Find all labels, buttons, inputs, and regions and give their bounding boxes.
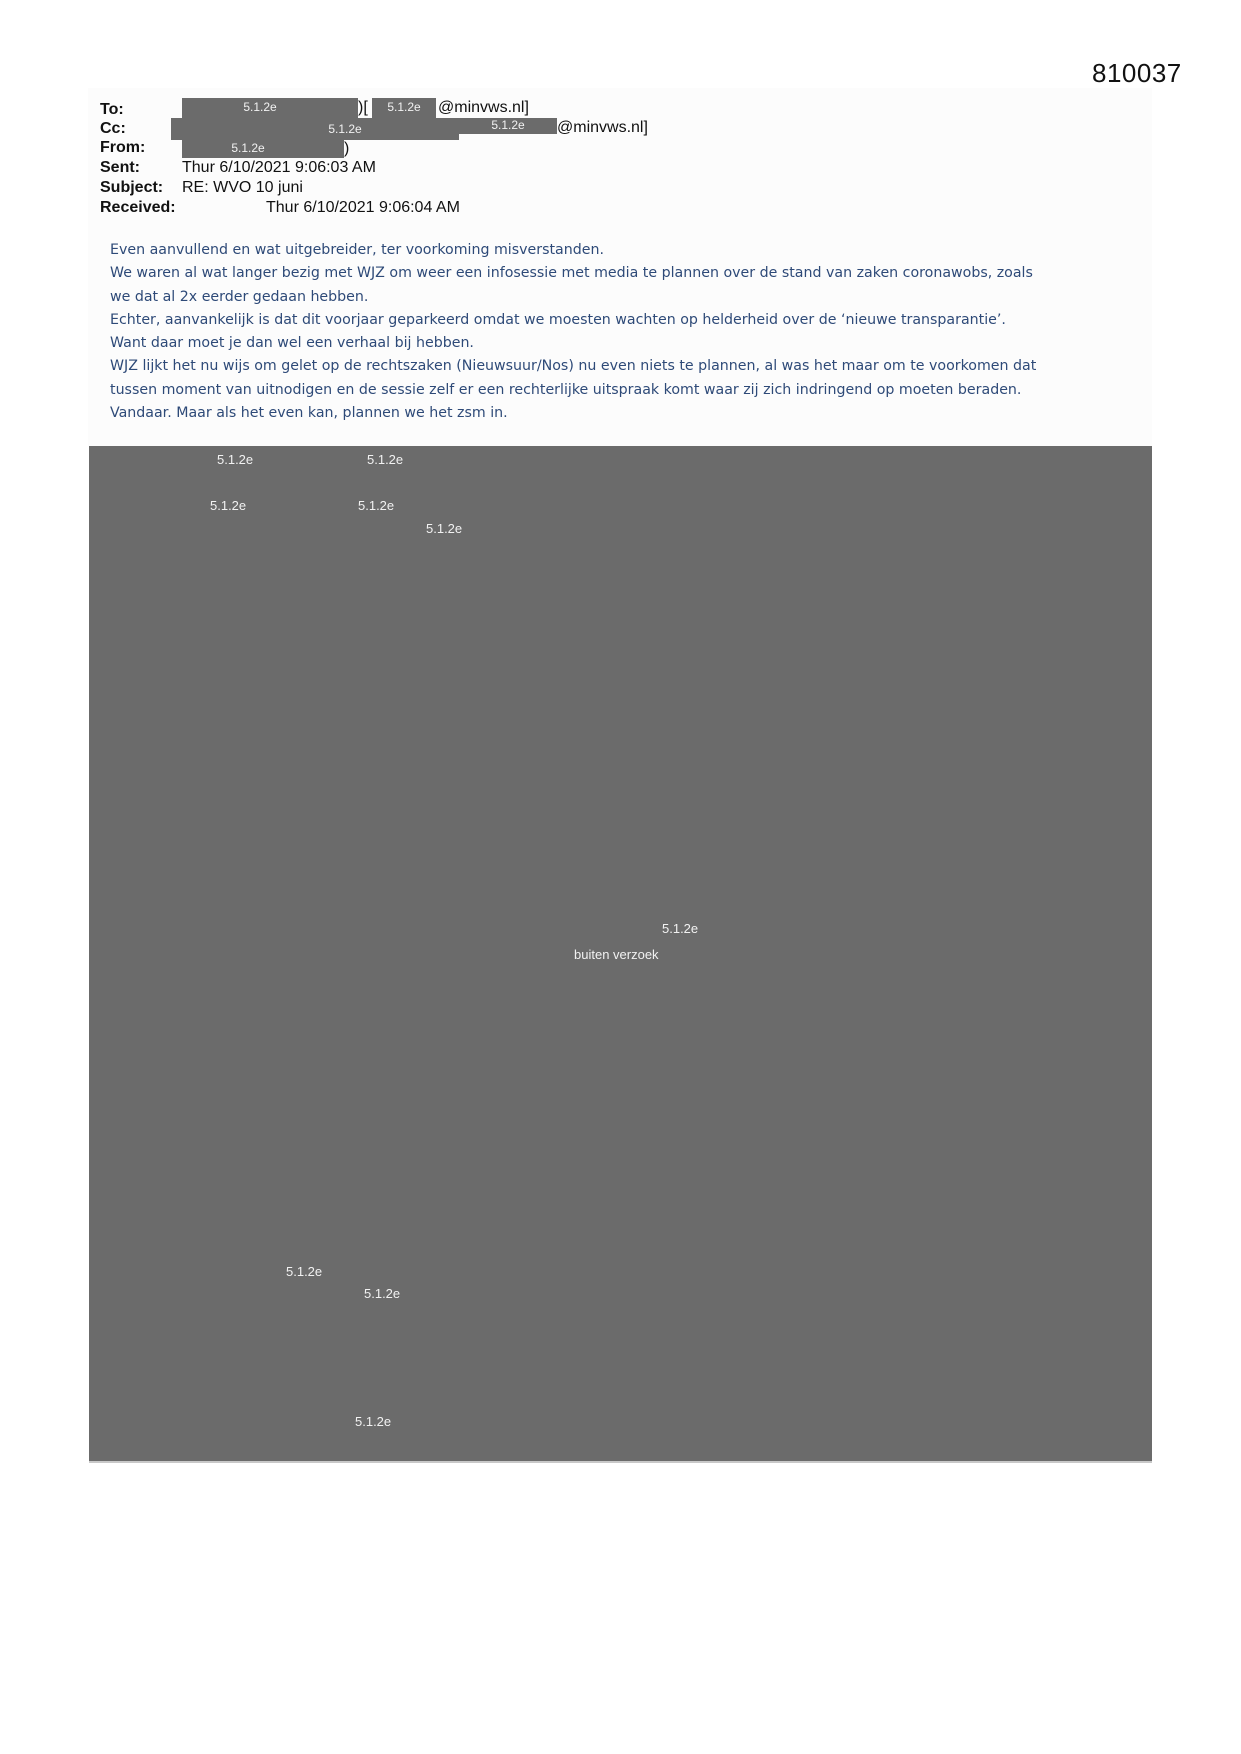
to-redaction-1: 5.1.2e <box>182 98 358 119</box>
body-line: We waren al wat langer bezig met WJZ om weer een infosessie met media te plannen over de stand van zaken coronawobs, zoals <box>110 265 1033 282</box>
redaction-label: 5.1.2e <box>662 921 699 936</box>
body-line: Echter, aanvankelijk is dat dit voorjaar geparkeerd omdat we moesten wachten op helderheid over de ‘nieuwe transparantie’. <box>110 311 1006 328</box>
received-value: Thur 6/10/2021 9:06:04 AM <box>266 199 460 216</box>
subject-label: Subject: <box>100 179 164 196</box>
body-line: we dat al 2x eerder gedaan hebben. <box>110 288 369 305</box>
cc-redaction-2: 5.1.2e <box>459 118 557 134</box>
body-line: Vandaar. Maar als het even kan, plannen we het zsm in. <box>110 405 508 422</box>
redaction-label: 5.1.2e <box>217 452 254 467</box>
from-redaction: 5.1.2e <box>182 140 344 158</box>
from-suffix: ) <box>344 140 350 157</box>
to-address-suffix: @minvws.nl] <box>438 99 529 116</box>
received-label: Received: <box>100 199 176 216</box>
body-line: tussen moment van uitnodigen en de sessie zelf er een rechterlijke uitspraak komt waar zij zich indringend op moeten beraden. <box>110 381 1022 398</box>
from-label: From: <box>100 139 146 156</box>
to-label: To: <box>100 101 124 118</box>
redaction-label: 5.1.2e <box>367 452 404 467</box>
body-line: Even aanvullend en wat uitgebreider, ter voorkoming misverstanden. <box>110 242 604 258</box>
to-separator: )[ <box>358 99 368 116</box>
sent-value: Thur 6/10/2021 9:06:03 AM <box>182 159 376 176</box>
subject-value: RE: WVO 10 juni <box>182 179 303 196</box>
redaction-label: 5.1.2e <box>426 521 463 536</box>
body-line: WJZ lijkt het nu wijs om gelet op de rechtszaken (Nieuwsuur/Nos) nu even niets te plannen, al was het maar om te voorkomen dat <box>110 358 1037 375</box>
cc-address-suffix: @minvws.nl] <box>557 119 648 136</box>
redaction-label: 5.1.2e <box>286 1264 323 1279</box>
email-body <box>110 239 1150 425</box>
cc-label: Cc: <box>100 120 126 137</box>
redaction-label: 5.1.2e <box>355 1414 392 1429</box>
sent-label: Sent: <box>100 159 140 176</box>
redaction-label-out-of-scope: buiten verzoek <box>574 947 659 962</box>
redaction-label: 5.1.2e <box>358 498 395 513</box>
cc-redaction-1: 5.1.2e <box>171 118 459 140</box>
redaction-label: 5.1.2e <box>364 1286 401 1301</box>
body-line: Want daar moet je dan wel een verhaal bij hebben. <box>110 335 474 352</box>
document-number: 810037 <box>1092 58 1182 88</box>
to-redaction-2: 5.1.2e <box>372 98 436 118</box>
redaction-label: 5.1.2e <box>210 498 247 513</box>
